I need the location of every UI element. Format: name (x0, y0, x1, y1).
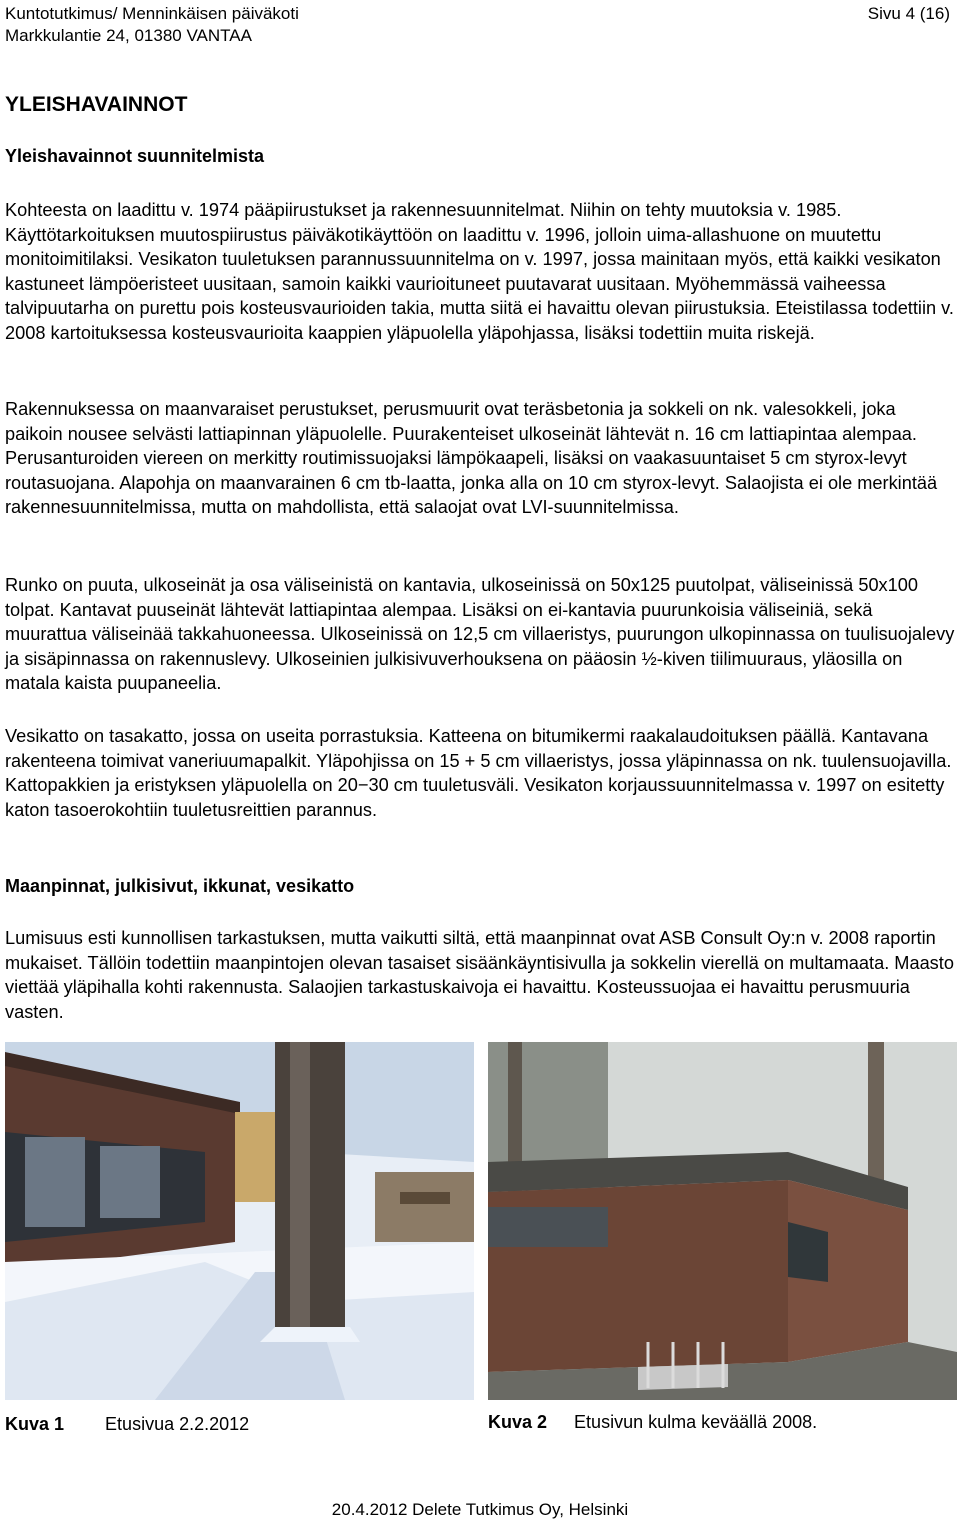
figure-text-2: Etusivun kulma keväällä 2008. (574, 1412, 818, 1432)
paragraph-plans-history: Kohteesta on laadittu v. 1974 pääpiirustukset ja rakennesuunnitelmat. Niihin on tehty muutoksia v. 1985. Käyttötarkoituksen muutospiirustus päiväkotikäyttöön on laadittu v. 1996, jolloin uima-allashuone on muutettu monitoimitilaksi. Vesikaton tuuletuksen parannussuunnitelma on v. 1997, jossa mainitaan myös, että kaikki vesikaton kastuneet lämpöeristeet uusitaan, samoin kaikki vaurioituneet puutavarat uusitaan. Myöhemmässä vaiheessa talvipuutarha on purettu pois kosteusvaurioiden takia, mutta siitä ei havaittu olevan piirustuksia. Eteistilassa todettiin v. 2008 kartoituksessa kosteusvaurioita kaappien yläpuolella yläpohjassa, lisäksi todettiin muita riskejä. (5, 200, 954, 343)
figure-caption-2 (488, 1412, 817, 1433)
paragraph-grounds: Lumisuus esti kunnollisen tarkastuksen, mutta vaikutti siltä, että maanpinnat ovat ASB Consult Oy:n v. 2008 raportin mukaiset. Tällöin todettiin maanpintojen olevan tasaiset sisäänkäyntisivulla ja sokkelin vierellä on multamaata. Maasto viettää yläpihalla kohti rakennusta. Salaojien tarkastuskaivoja ei havaittu. Kosteussuojaa ei havaittu perusmuuria vasten. (5, 928, 954, 1022)
paragraph-roof: Vesikatto on tasakatto, jossa on useita porrastuksia. Katteena on bitumikermi raakalaudoituksen päällä. Kantavana rakenteena toimivat vaneriuumapalkit. Yläpohjissa on 15 + 5 cm villaeristys, jossa yläpinnassa on nk. tuulensuojavilla. Kattopakkien ja eristyksen yläpuolella on 20−30 cm tuuletusväli. Vesikaton korjaussuunnitelmassa v. 1997 on esitetty katon tasoerokohtiin tuuletusreittien parannus. (5, 726, 952, 820)
figure-label-1: Kuva 1 (5, 1414, 65, 1434)
figure-caption-1 (5, 1414, 249, 1435)
page-footer: 20.4.2012 Delete Tutkimus Oy, Helsinki (331, 1500, 629, 1519)
section-heading-grounds: Maanpinnat, julkisivut, ikkunat, vesikatto (5, 876, 355, 896)
main-heading: YLEISHAVAINNOT (5, 93, 188, 116)
photo-front-side-winter (5, 1042, 474, 1400)
section-heading-plans: Yleishavainnot suunnitelmista (5, 146, 265, 166)
paragraph-foundations: Rakennuksessa on maanvaraiset perustukset, perusmuurit ovat teräsbetonia ja sokkeli on nk. valesokkeli, joka paikoin nousee selvästi lattiapinnan yläpuolelle. Puurakenteiset ulkoseinät lähtevät n. 16 cm lattiapintaa alempaa. Perusanturoiden viereen on merkitty routimissuojaksi lämpökaapeli, lisäksi on vaakasuuntaiset 5 cm styrox-levyt routasuojana. Alapohja on maanvarainen 6 cm tb-laatta, jonka alla on 10 cm styrox-levyt. Salaojista ei ole merkintää rakennesuunnitelmissa, mutta on mahdollista, että salaojat ovat LVI-suunnitelmissa. (5, 399, 938, 517)
page-number: Sivu 4 (16) (867, 4, 950, 23)
page-header (5, 3, 950, 47)
document-address: Markkulantie 24, 01380 VANTAA (5, 26, 252, 45)
figure-label-2: Kuva 2 (488, 1412, 548, 1432)
document-title: Kuntotutkimus/ Menninkäisen päiväkoti (5, 4, 299, 23)
photo-front-corner-spring (488, 1042, 957, 1400)
figure-text-1: Etusivua 2.2.2012 (105, 1414, 250, 1434)
paragraph-frame: Runko on puuta, ulkoseinät ja osa väliseinistä on kantavia, ulkoseinissä on 50x125 puutolpat, väliseinissä 50x100 tolpat. Kantavat puuseinät lähtevät lattiapintaa alempaa. Lisäksi on ei-kantavia puurunkoisia väliseiniä, sekä muurattua väliseinää takkahuoneessa. Ulkoseinissä on 12,5 cm villaeristys, puurungon ulkopinnassa on tuulisuojalevy ja sisäpinnassa on rakennuslevy. Ulkoseinien julkisivuverhouksena on pääosin ½-kiven tiilimuuraus, yläosilla on matala kaista puupaneelia. (5, 575, 955, 693)
